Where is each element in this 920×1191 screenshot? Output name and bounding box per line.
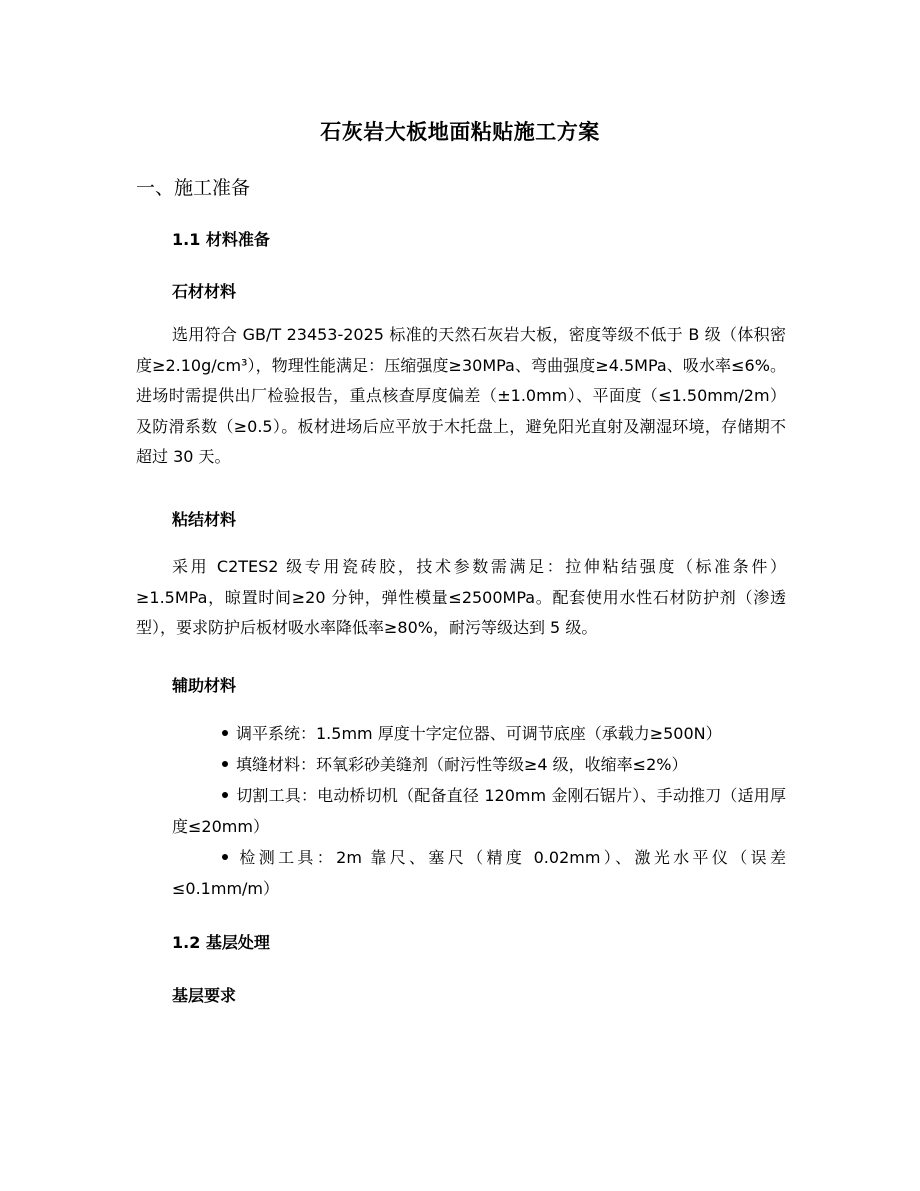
stone-materials-heading: 石材材料 <box>172 282 237 301</box>
auxiliary-materials-list <box>136 718 786 904</box>
list-item: 调平系统：1.5mm 厚度十字定位器、可调节底座（承载力≥500N） <box>136 718 786 749</box>
adhesive-materials-paragraph: 采用 C2TES2 级专用瓷砖胶，技术参数需满足：拉伸粘结强度（标准条件）≥1.5MPa，晾置时间≥20 分钟，弹性模量≤2500MPa。配套使用水性石材防护剂（渗透型），要求防护后板材吸水率降低率≥80%，耐污等级达到 5 级。 <box>136 557 786 637</box>
bullet-icon <box>222 792 228 798</box>
auxiliary-materials-heading: 辅助材料 <box>172 676 237 695</box>
adhesive-materials-heading: 粘结材料 <box>172 510 237 529</box>
bullet-icon <box>222 730 228 736</box>
bullet-icon <box>222 854 228 860</box>
list-item: 切割工具：电动桥切机（配备直径 120mm 金刚石锯片）、手动推刀（适用厚度≤20mm） <box>172 786 786 836</box>
list-item: 检测工具：2m 靠尺、塞尺（精度 0.02mm）、激光水平仪（误差≤0.1mm/m） <box>172 848 786 898</box>
section-heading-1: 一、施工准备 <box>136 177 251 199</box>
subsection-heading-1-2: 1.2 基层处理 <box>172 933 270 952</box>
list-item: 填缝材料：环氧彩砂美缝剂（耐污性等级≥4 级，收缩率≤2%） <box>136 749 786 780</box>
stone-materials-paragraph: 选用符合 GB/T 23453-2025 标准的天然石灰岩大板，密度等级不低于 B 级（体积密度≥2.10g/cm³），物理性能满足：压缩强度≥30MPa、弯曲强度≥4.5MPa、吸水率≤6%。进场时需提供出厂检验报告，重点核查厚度偏差（±1.0mm）、平面度（≤1.50mm/2m）及防滑系数（≥0.5）。板材进场后应平放于木托盘上，避免阳光直射及潮湿环境，存储期不超过 30 天。 <box>136 325 786 466</box>
bullet-icon <box>222 761 228 767</box>
base-requirements-heading: 基层要求 <box>172 986 237 1005</box>
page-title: 石灰岩大板地面粘贴施工方案 <box>320 120 600 144</box>
subsection-heading-1-1: 1.1 材料准备 <box>172 230 270 249</box>
